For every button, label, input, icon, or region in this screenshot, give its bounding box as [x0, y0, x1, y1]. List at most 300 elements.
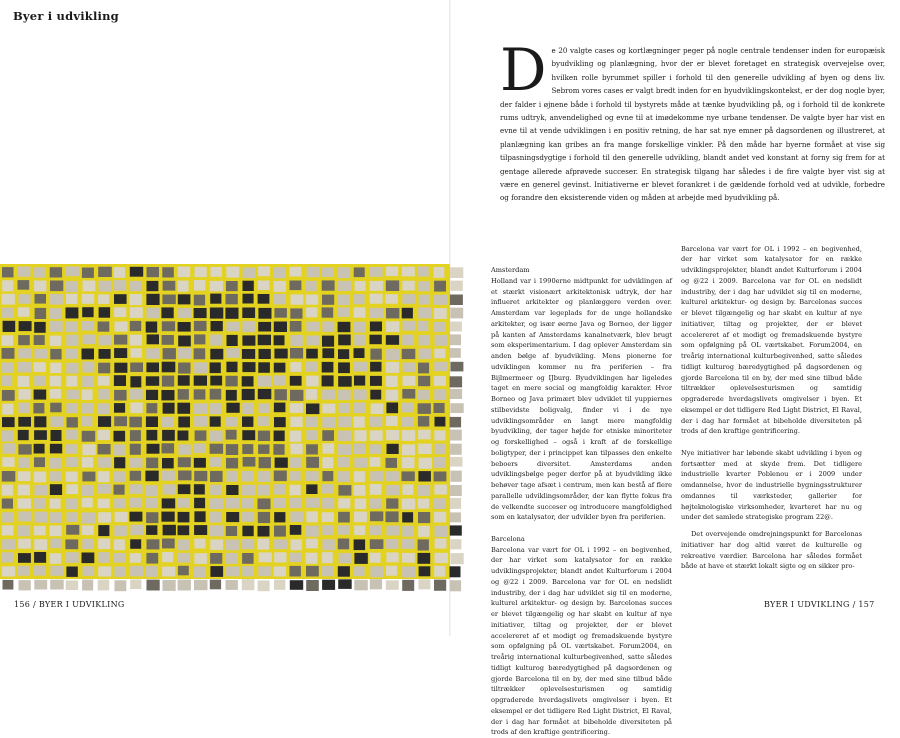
poster-card — [418, 485, 430, 496]
poster-card — [435, 335, 448, 346]
poster-card — [115, 322, 128, 332]
poster-card — [82, 390, 93, 400]
poster-card — [418, 553, 431, 564]
poster-card — [130, 376, 141, 387]
poster-card — [194, 308, 207, 318]
poster-card — [66, 444, 77, 454]
poster-card — [161, 512, 174, 522]
poster-card — [178, 553, 191, 563]
poster-card — [147, 539, 160, 549]
poster-card — [162, 471, 175, 481]
poster-card — [114, 294, 127, 304]
poster-card — [178, 431, 189, 441]
poster-card — [386, 552, 398, 562]
poster-card — [178, 525, 190, 535]
poster-card — [370, 525, 382, 535]
poster-card — [386, 430, 399, 440]
poster-card — [66, 525, 79, 535]
poster-card — [355, 499, 367, 510]
poster-card — [434, 295, 447, 305]
poster-card — [450, 525, 462, 535]
poster-card — [178, 308, 191, 318]
poster-card — [211, 321, 223, 331]
poster-card — [418, 390, 429, 400]
poster-card — [98, 484, 111, 494]
poster-card — [2, 267, 14, 277]
poster-card — [66, 267, 80, 277]
poster-card — [50, 349, 61, 360]
poster-card — [178, 444, 190, 454]
poster-card — [322, 390, 335, 400]
poster-card — [114, 498, 125, 508]
poster-card — [178, 417, 190, 428]
poster-card — [354, 566, 365, 576]
poster-card — [402, 499, 416, 510]
poster-card — [418, 499, 429, 509]
poster-card — [257, 539, 269, 550]
poster-card — [34, 430, 47, 440]
poster-card — [402, 539, 415, 549]
poster-card — [178, 457, 191, 467]
poster-card — [19, 580, 31, 590]
poster-card — [370, 457, 381, 467]
poster-card — [51, 430, 62, 441]
poster-card — [82, 362, 94, 373]
poster-card — [50, 308, 62, 319]
poster-card — [418, 430, 431, 440]
poster-card — [258, 485, 270, 496]
poster-card — [338, 362, 350, 373]
poster-card — [34, 322, 46, 333]
poster-card — [322, 295, 334, 305]
poster-card — [242, 444, 253, 454]
poster-card — [354, 430, 366, 441]
poster-card — [226, 362, 237, 373]
poster-card — [354, 580, 368, 591]
poster-card — [274, 294, 286, 304]
poster-card — [18, 539, 31, 549]
poster-card — [451, 553, 464, 564]
poster-card — [354, 335, 366, 346]
poster-card — [98, 539, 110, 550]
poster-card — [322, 321, 334, 332]
poster-card — [1, 376, 12, 387]
poster-card — [34, 485, 48, 495]
poster-card — [114, 307, 126, 317]
poster-card — [338, 267, 351, 278]
poster-card — [98, 376, 110, 386]
poster-card — [130, 430, 141, 441]
poster-card — [162, 430, 175, 441]
poster-card — [162, 567, 175, 577]
poster-card — [226, 376, 238, 387]
poster-card — [338, 579, 352, 589]
poster-card — [242, 539, 254, 549]
intro-paragraph — [500, 36, 885, 205]
poster-card — [274, 498, 286, 508]
poster-card — [290, 512, 303, 523]
poster-card — [50, 321, 63, 332]
poster-card — [162, 539, 175, 549]
poster-card — [50, 403, 61, 413]
poster-card — [370, 484, 382, 495]
poster-card — [386, 362, 399, 373]
poster-card — [258, 362, 270, 373]
poster-card — [145, 471, 158, 482]
poster-card — [66, 307, 79, 318]
text-column-left — [491, 265, 672, 737]
poster-card — [258, 294, 270, 304]
poster-card — [163, 580, 176, 591]
poster-card — [418, 579, 430, 589]
poster-card — [418, 526, 429, 537]
poster-card — [210, 362, 221, 373]
poster-card — [450, 348, 461, 358]
poster-card — [338, 539, 349, 550]
poster-card — [371, 403, 384, 414]
poster-card — [370, 566, 383, 577]
poster-card — [386, 349, 399, 360]
poster-card — [50, 389, 62, 399]
poster-card — [2, 499, 13, 509]
poster-card — [323, 443, 335, 453]
poster-card — [99, 281, 112, 292]
poster-card — [2, 525, 14, 535]
poster-card — [370, 444, 381, 454]
footer-left-page-number: 156 / BYER I UDVIKLING — [14, 600, 125, 609]
footer-right-page-number: BYER I UDVIKLING / 157 — [764, 600, 875, 609]
poster-card — [338, 431, 351, 442]
poster-card — [338, 525, 349, 535]
poster-card — [210, 471, 223, 482]
poster-card — [147, 308, 160, 319]
poster-card — [386, 471, 399, 481]
poster-card — [115, 566, 126, 576]
poster-card — [370, 430, 383, 440]
poster-card — [258, 335, 271, 346]
poster-card — [402, 444, 415, 455]
poster-card — [402, 526, 414, 537]
poster-card — [2, 471, 16, 482]
poster-card — [146, 294, 159, 305]
poster-card — [258, 580, 270, 591]
poster-card — [226, 322, 239, 332]
poster-card — [450, 430, 462, 441]
poster-card — [146, 485, 158, 496]
poster-card — [162, 295, 175, 305]
poster-card — [130, 580, 141, 590]
poster-card — [354, 267, 365, 277]
poster-card — [18, 389, 30, 400]
poster-card — [226, 348, 239, 358]
poster-card — [81, 485, 93, 496]
poster-card — [322, 498, 334, 509]
poster-card — [242, 566, 253, 576]
poster-card — [2, 430, 14, 441]
paragraph-amsterdam: Holland var i 1990erne midtpunkt for udviklingen af et stærkt visionært arkitektonisk udtryk, der har influeret arkitekter og planlæggere verden over. Amsterdam var legeplads for de unge hollandske arkitekter, og især øerne Java og Borneo, der ligger på kanten af Amsterdams kanalnetværk, blev brugt som eksperimentarium. I dag oplever Amsterdam sin anden bølge af byudvikling. Mens pionerne for udviklingen kommer nu fra periferien – fra Bijlmermeer og IJburg. Byudviklingen har ligeledes taget en mere social og mangfoldig karakter. Hvor Borneo og Java primært blev udviklet til yuppiernes stilbevidste boligvalg, finder vi i de nye udviklingsområder en langt mere mangfoldig byudvikling, der tager højde for etniske minoriteter og forskellighed – også i kraft af de forskellige boligtyper, der i princippet kan tilpasses den enkelte beboers diversitet. Amsterdams anden udviklingsbølge peger derfor på at byudvikling ikke behøver tage afsæt i centrum, men kan bestå af flere parallelle udviklingsområder, der kan flytte fokus fra de velkendte succeser og introducere mangfoldighed som en katalysator, der udvikler byen fra periferien. — [491, 276, 672, 522]
paragraph-culture: Det overvejende omdrejningspunkt for Barcelonas initiativer har dog altid været de kulturelle og rekreative værdier. Barcelona har således formået både at have et stærkt lokalt sigte og en sikker pro- — [681, 530, 862, 571]
poster-card — [178, 363, 190, 374]
poster-card — [98, 294, 109, 304]
poster-card — [290, 498, 302, 508]
poster-card — [322, 404, 335, 414]
poster-card — [66, 281, 78, 292]
poster-card — [258, 499, 271, 510]
poster-card — [242, 485, 255, 496]
poster-card — [178, 566, 189, 576]
poster-card — [114, 485, 125, 495]
poster-card — [98, 471, 110, 482]
paragraph-poblenou: Nye initiativer har løbende skabt udvikling i byen og fortsætter med at skyde frem. Det tidligere industrielle kvarter Poblenou er i 2009 under omdannelse, hvor de industrielle bygningsstrukturer omdannes til værksteder, gallerier for højteknologiske virksomheder, kvarteret har nu og under det samlede strategiske program 22@. — [681, 448, 862, 522]
poster-card — [450, 403, 463, 413]
poster-card — [338, 307, 349, 317]
poster-card — [242, 512, 254, 522]
poster-card — [130, 512, 143, 522]
poster-card — [418, 376, 430, 386]
poster-card — [194, 403, 207, 414]
poster-card — [210, 566, 223, 577]
poster-card — [226, 294, 238, 304]
poster-card — [161, 390, 174, 400]
poster-card — [434, 580, 446, 591]
poster-card — [370, 553, 381, 563]
poster-card — [82, 307, 93, 317]
poster-card — [194, 280, 205, 291]
poster-card — [386, 267, 398, 277]
poster-card — [35, 308, 47, 319]
poster-card — [130, 307, 143, 318]
poster-card — [418, 281, 430, 291]
poster-card — [130, 525, 143, 535]
poster-card — [290, 390, 303, 401]
poster-card — [194, 458, 206, 468]
poster-card — [82, 580, 93, 591]
poster-card — [210, 389, 222, 400]
poster-card — [66, 403, 77, 413]
poster-card — [50, 363, 61, 373]
poster-card — [178, 580, 191, 591]
poster-card — [194, 553, 207, 564]
poster-card — [242, 321, 255, 332]
poster-card — [50, 526, 62, 537]
poster-card — [34, 552, 46, 563]
poster-card — [18, 498, 32, 508]
poster-card — [354, 471, 365, 482]
poster-card — [402, 566, 415, 577]
poster-card — [114, 403, 125, 413]
poster-card — [386, 566, 397, 576]
poster-card — [194, 416, 207, 427]
poster-card — [242, 498, 254, 508]
poster-card — [34, 539, 47, 550]
poster-card — [386, 321, 399, 332]
poster-card — [162, 362, 176, 373]
poster-card — [146, 458, 158, 469]
poster-card — [210, 403, 221, 414]
poster-card — [274, 484, 286, 495]
poster-card — [114, 280, 126, 291]
poster-card — [402, 457, 415, 468]
poster-card — [98, 512, 111, 522]
poster-card — [306, 336, 319, 346]
poster-card — [130, 267, 143, 277]
poster-card — [18, 376, 29, 387]
poster-card — [338, 390, 351, 400]
poster-card — [114, 526, 127, 537]
poster-card — [50, 376, 61, 387]
poster-card — [274, 281, 286, 292]
poster-card — [98, 580, 110, 591]
poster-card — [114, 553, 126, 563]
poster-card — [386, 390, 399, 401]
poster-card — [386, 308, 399, 318]
poster-card — [50, 458, 61, 469]
poster-card — [2, 404, 13, 415]
poster-card — [114, 444, 125, 455]
poster-card — [306, 295, 319, 305]
poster-card — [178, 512, 190, 523]
poster-card — [50, 471, 61, 481]
poster-card — [66, 457, 78, 467]
poster-card — [146, 566, 159, 577]
poster-card — [354, 526, 365, 536]
poster-card — [98, 525, 109, 536]
poster-card — [338, 416, 351, 427]
poster-card — [306, 404, 319, 415]
section-title: Byer i udvikling — [13, 9, 119, 23]
poster-card — [66, 430, 78, 440]
poster-card — [34, 335, 45, 345]
poster-card — [114, 375, 126, 386]
poster-card — [131, 348, 142, 358]
poster-card — [34, 376, 46, 386]
poster-card — [210, 308, 223, 319]
poster-card — [258, 416, 269, 426]
poster-card — [34, 416, 46, 427]
poster-card — [274, 322, 287, 333]
poster-card — [274, 389, 287, 400]
poster-card — [226, 430, 237, 440]
poster-card — [227, 335, 238, 346]
poster-card — [450, 267, 463, 278]
poster-card — [162, 552, 173, 562]
poster-card — [418, 403, 431, 414]
poster-card — [259, 403, 271, 413]
poster-card — [194, 580, 208, 590]
poster-card — [82, 553, 95, 564]
poster-card — [403, 363, 416, 373]
poster-card — [290, 471, 301, 481]
poster-card — [290, 431, 301, 442]
poster-card — [98, 416, 111, 427]
poster-card — [195, 267, 207, 277]
poster-card — [34, 267, 45, 277]
poster-card — [66, 321, 77, 332]
poster-card — [338, 512, 350, 523]
poster-card — [210, 281, 223, 292]
poster-card — [306, 349, 318, 359]
poster-card — [402, 430, 416, 441]
poster-card — [18, 362, 31, 373]
poster-card — [450, 308, 463, 319]
poster-card — [226, 485, 238, 495]
poster-card — [274, 335, 285, 345]
poster-card — [98, 430, 111, 440]
poster-card — [67, 390, 79, 400]
poster-card — [98, 566, 111, 576]
poster-card — [290, 525, 302, 535]
poster-card — [242, 417, 253, 427]
poster-card — [178, 348, 191, 359]
poster-card — [322, 417, 335, 428]
poster-card — [226, 512, 239, 522]
poster-card — [34, 472, 47, 483]
poster-card — [147, 267, 160, 277]
poster-card — [450, 566, 461, 577]
poster-card — [290, 566, 301, 577]
poster-card — [434, 498, 446, 509]
poster-card — [402, 512, 413, 522]
poster-card — [98, 322, 110, 332]
poster-card — [354, 322, 366, 333]
poster-card — [50, 444, 62, 454]
poster-card — [66, 363, 78, 374]
poster-card — [258, 444, 269, 454]
poster-card — [130, 539, 141, 549]
poster-card — [67, 512, 78, 522]
poster-card — [450, 485, 462, 496]
poster-card — [98, 552, 109, 563]
poster-card — [306, 539, 318, 549]
poster-card — [434, 267, 445, 278]
poster-card — [114, 335, 127, 345]
poster-card — [82, 376, 94, 387]
poster-card — [322, 457, 333, 468]
poster-card — [226, 444, 238, 455]
poster-card — [354, 307, 366, 317]
poster-card — [146, 512, 158, 523]
poster-card — [226, 580, 238, 590]
poster-card — [34, 512, 47, 523]
poster-card — [130, 444, 141, 455]
poster-card — [355, 281, 366, 291]
poster-card — [66, 472, 78, 482]
poster-card — [258, 526, 270, 537]
poster-card — [386, 280, 399, 291]
poster-card — [418, 539, 429, 550]
poster-card — [130, 553, 141, 563]
poster-card — [290, 553, 301, 563]
poster-card — [114, 267, 125, 278]
poster-card — [274, 431, 285, 442]
poster-card — [147, 444, 160, 454]
poster-card — [403, 376, 416, 386]
poster-card — [450, 376, 463, 387]
poster-card — [243, 281, 254, 291]
poster-card — [34, 526, 46, 536]
poster-card — [274, 552, 286, 562]
poster-card — [99, 349, 111, 359]
poster-card — [146, 403, 157, 413]
poster-card — [275, 458, 288, 468]
poster-card — [115, 580, 127, 591]
poster-card — [242, 362, 255, 372]
poster-card — [386, 511, 399, 522]
poster-card — [66, 484, 78, 494]
poster-card — [370, 322, 382, 332]
poster-card — [434, 472, 447, 482]
poster-card — [194, 362, 207, 373]
